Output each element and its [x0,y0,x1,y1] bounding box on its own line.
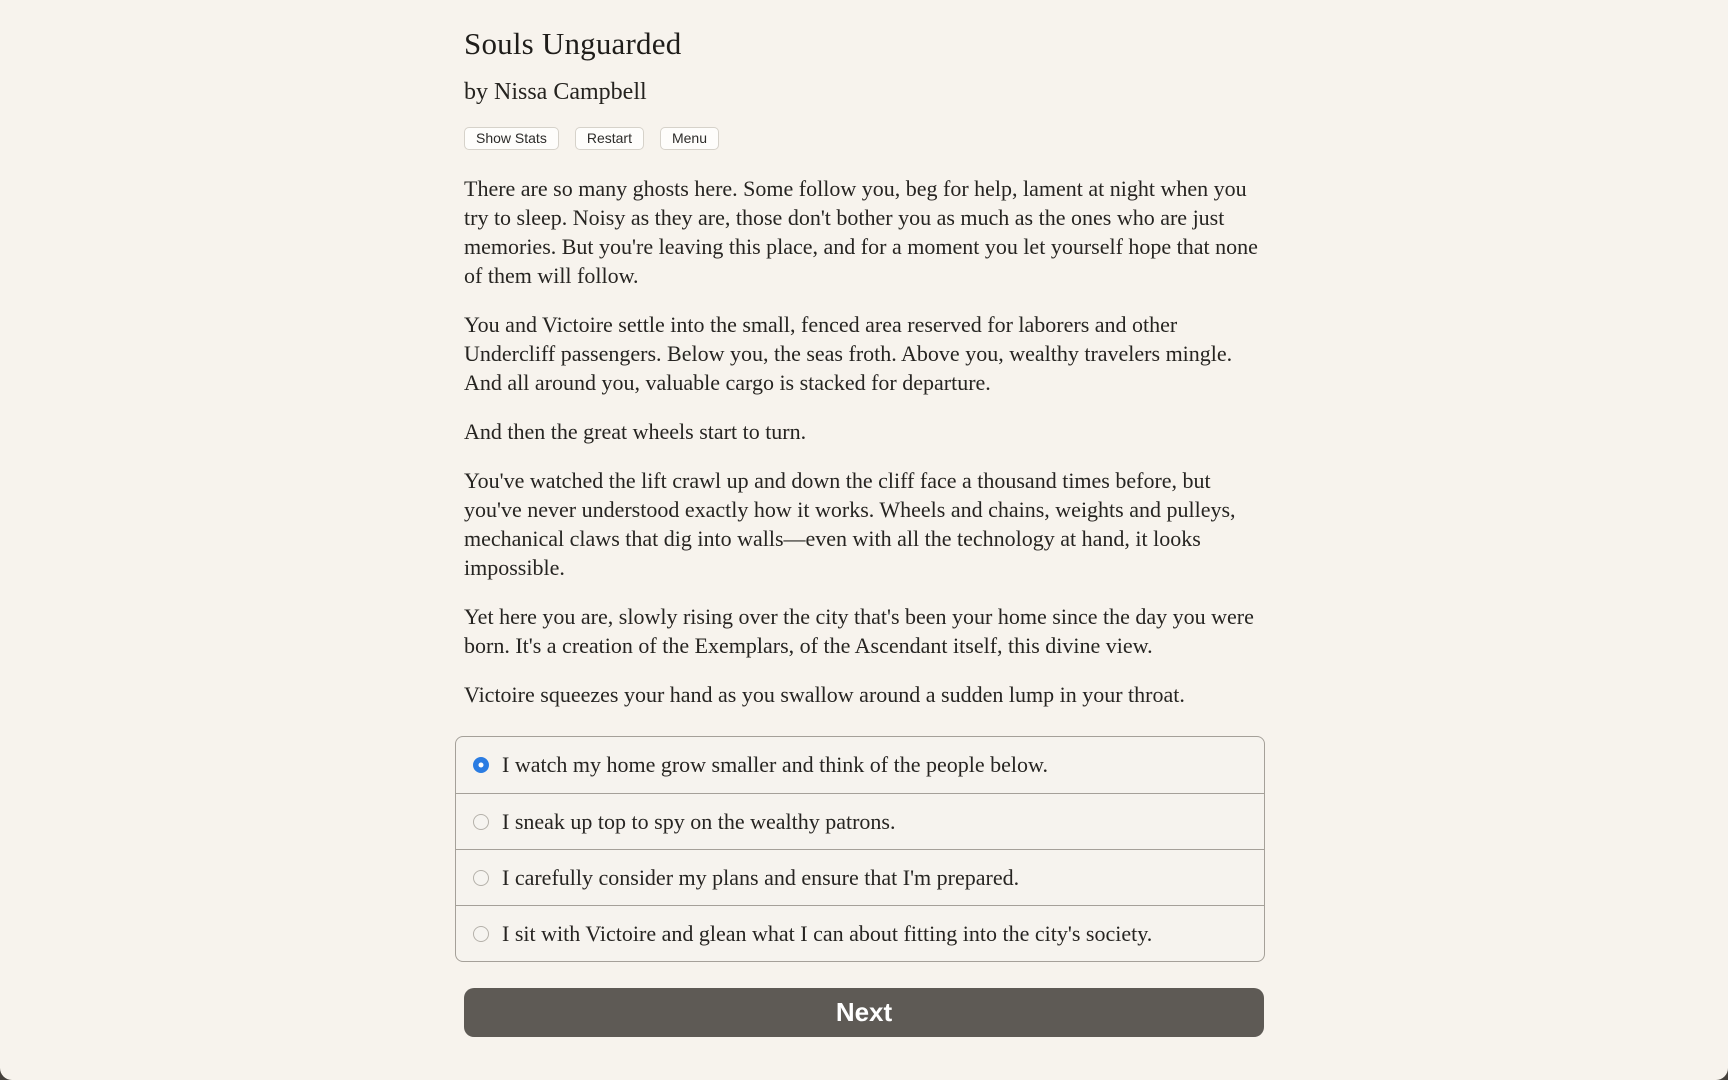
radio-button-icon[interactable] [473,926,489,942]
story-paragraph: There are so many ghosts here. Some follow you, beg for help, lament at night when you try to sleep. Noisy as they are, those don't bother you as much as the ones who are just memories. But you're leaving this place, and for a moment you let yourself hope that none of them will follow. [464,176,1258,288]
story-paragraph: Victoire squeezes your hand as you swallow around a sudden lump in your throat. [464,682,1185,707]
menu-button[interactable]: Menu [660,127,719,150]
story-paragraph: Yet here you are, slowly rising over the city that's been your home since the day you were born. It's a creation of the Exemplars, of the Ascendant itself, this divine view. [464,604,1254,658]
story-paragraph: You and Victoire settle into the small, fenced area reserved for laborers and other Undercliff passengers. Below you, the seas froth. Above you, wealthy travelers mingle. And all around you, valuable cargo is stacked for departure. [464,312,1233,395]
window-corner-bottom-right [1716,1068,1728,1080]
restart-button[interactable]: Restart [575,127,644,150]
story-paragraph: And then the great wheels start to turn. [464,419,807,444]
choice-list [455,736,1265,962]
author-byline: by Nissa Campbell [464,79,647,105]
game-title: Souls Unguarded [464,26,682,61]
choice-option-label: I watch my home grow smaller and think of the people below. [502,752,1048,777]
toolbar [464,127,1264,150]
choice-option-label: I carefully consider my plans and ensure that I'm prepared. [502,864,1020,890]
radio-button-icon[interactable] [473,870,489,886]
radio-button-icon[interactable] [473,757,489,773]
show-stats-button[interactable]: Show Stats [464,127,559,150]
choice-option[interactable] [456,737,1264,793]
window-corner-bottom-left [0,1068,12,1080]
choice-option-label: I sit with Victoire and glean what I can about fitting into the city's society. [502,920,1153,946]
story-paragraph: You've watched the lift crawl up and down the cliff face a thousand times before, but you've never understood exactly how it works. Wheels and chains, weights and pulleys, mechanical claws that dig into walls—even with all the technology at hand, it looks impossible. [464,468,1236,580]
story-page [464,0,1264,1037]
choice-option-label: I sneak up top to spy on the wealthy patrons. [502,808,896,834]
radio-button-icon[interactable] [473,814,489,830]
next-button[interactable]: Next [464,988,1264,1037]
choice-option[interactable] [456,849,1264,905]
story-text [464,174,1264,709]
choice-option[interactable] [456,793,1264,849]
choice-option[interactable] [456,905,1264,961]
